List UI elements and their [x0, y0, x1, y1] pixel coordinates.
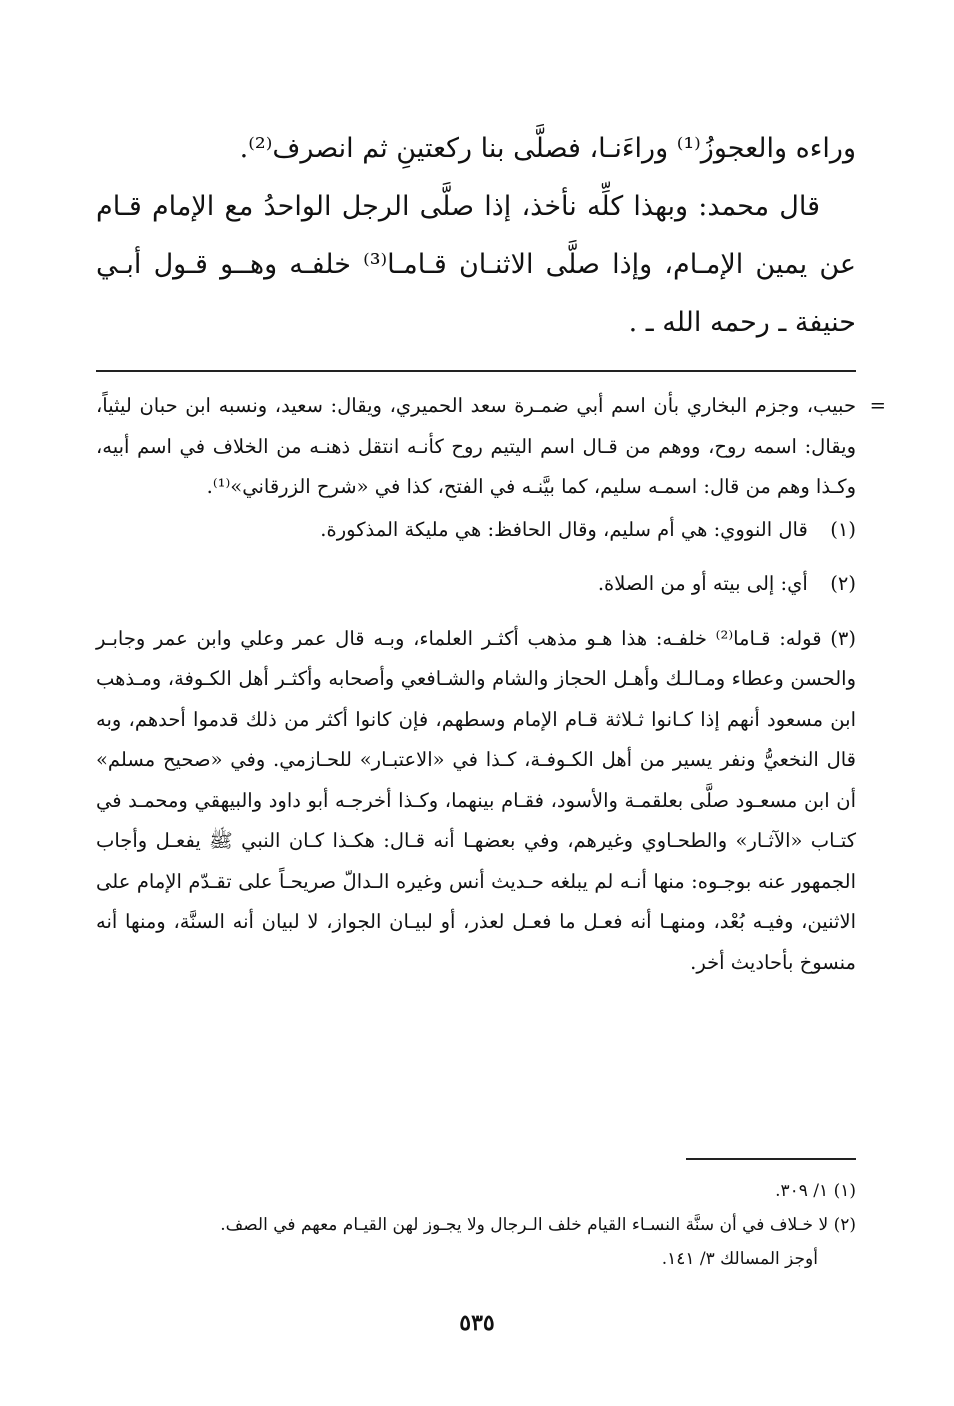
continuation-text: حبيب، وجزم البخاري بأن اسم أبي ضمـرة سعد الحميري، ويقال: سعيد، ونسبه ابن حبان ليثياً، ويقال: اسمه روح، ووهم من قـال اسم اليتيم روح كأنـه انتقل ذهنـه من الخلاف في اسم أبيه، وكـذا وهم من قال: اسمـه سليم، كما بيَّنـه في الفتح، كذا في «شرح الزرقاني»⁽¹⁾. — [96, 394, 856, 498]
secondary-footnote-divider — [686, 1158, 856, 1160]
page-number: ٥٣٥ — [459, 1310, 495, 1336]
footnote-1-text: قال النووي: هي أم سليم، وقال الحافظ: هي مليكة المذكورة. — [320, 517, 808, 541]
footnotes-commentary — [96, 386, 886, 983]
continuation-mark: = — [869, 394, 886, 417]
footnote-continuation — [96, 386, 886, 508]
secondary-footnote-2-number: (٢) — [833, 1215, 856, 1235]
footnote-divider — [96, 370, 856, 372]
footnote-3-number: (٣) — [830, 626, 856, 650]
main-paragraph-2: قال محمد: وبهذا كلِّه نأخذ، إذا صلَّى الرجل الواحدُ مع الإمام قـام عن يمين الإمـام، وإذا صلَّى الاثنـان قـامـا⁽³⁾ خلفـه وهــو قـول أبـي حنيفة ـ رحمه الله ـ . — [96, 191, 856, 338]
main-paragraph-1: وراءه والعجوزُ⁽¹⁾ وراءَنـا، فصلَّى بنا ركعتينِ ثم انصرف⁽²⁾. — [239, 133, 856, 164]
secondary-footnote-2-text: لا خـلاف في أن سنَّة النسـاء القيام خلف الـرجال ولا يجـوز لهن القيـام معهم في الصف. — [220, 1215, 829, 1235]
secondary-footnote-2-reference: أوجز المسالك ٣/ ١٤١. — [661, 1249, 818, 1269]
main-text — [96, 120, 856, 352]
secondary-footnote-2 — [96, 1208, 856, 1242]
footnote-3 — [96, 619, 856, 984]
footnote-1-number: (١) — [830, 517, 856, 541]
secondary-footnote-1 — [96, 1174, 856, 1208]
footnote-3-text: قوله: قـاما⁽²⁾ خلفـه: هذا هـو مذهب أكثـر العلماء، وبـه قال عمر وعلي وابن عمر وجابـر والحسن وعطاء ومـالـك وأهـل الحجاز والشام والشـافعي وأصحابه وأكثـر أهل الكـوفة، ومـذهب ابن مسعود أنهم إذا كـانوا ثـلاثة قـام الإمام وسطهم، فإن كانوا أكثر من ذلك قدموا أحدهم، وبه قال النخعيُّ ونفر يسير من أهل الكـوفـة، كـذا في «الاعتبـار» للحـازمي. وفي «صحيح مسلم» أن ابن مسعـود صلَّى بعلقمـة والأسود، فقـام بينهما، وكـذا أخرجـه أبو داود والبيهقي ومحمـد في كتـاب «الآثـار» والطحـاوي وغيرهم، وفي بعضهـا أنه قـال: هكـذا كـان النبي ﷺ يفعـل وأجاب الجمهور عنه بوجـوه: منها أنـه لم يبلغه حـديث أنس وغيره الـدالّ صريحـاً على تقـدّم الإمام على الاثنين، وفيـه بُعْد، ومنهـا أنه فعـل ما فعـل لعذر، أو لبيـان الجواز، لا لبيان أنه السنَّة، ومنها أنه منسوخ بأحاديث أخر. — [96, 626, 856, 974]
secondary-footnotes — [96, 1174, 856, 1276]
secondary-footnote-1-text: ١/ ٣٠٩. — [775, 1181, 829, 1201]
footnote-2-number: (٢) — [830, 572, 856, 595]
secondary-footnote-1-number: (١) — [833, 1181, 856, 1201]
footnote-2 — [96, 564, 856, 605]
footnote-1 — [96, 510, 856, 551]
footnote-2-text: أي: إلى بيته أو من الصلاة. — [597, 572, 808, 595]
